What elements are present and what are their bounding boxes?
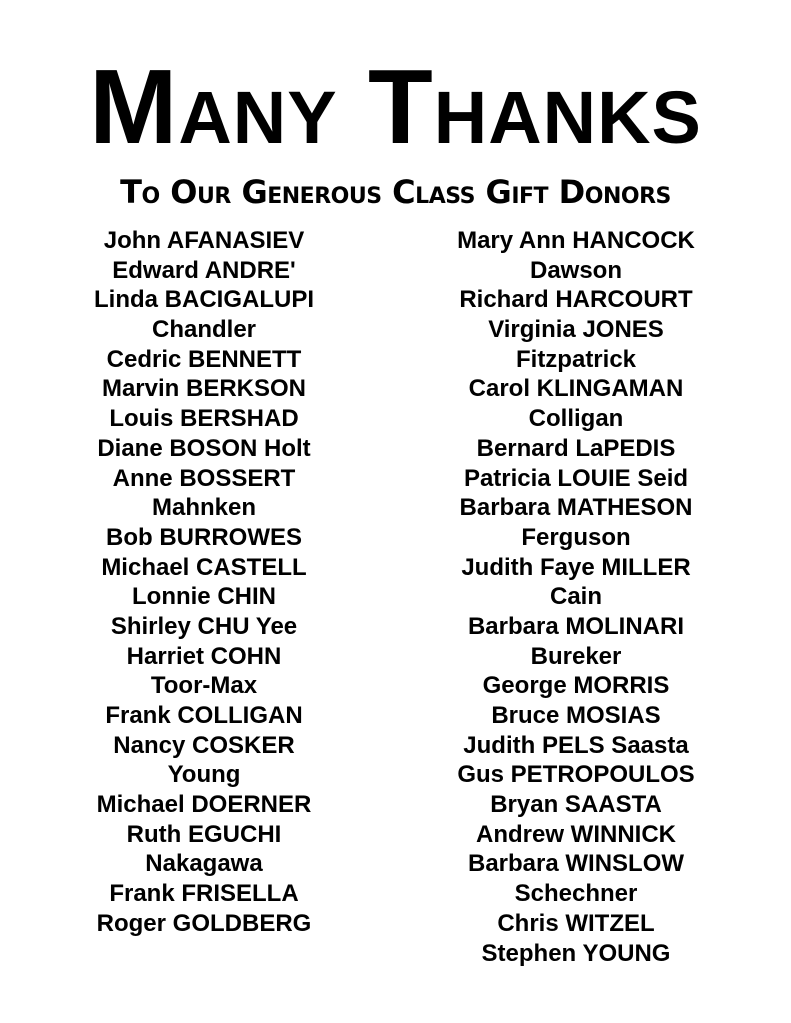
donor-name: Ferguson [521, 523, 631, 551]
donor-name: Dawson [529, 256, 622, 284]
donor-name: Barbara WINSLOW [467, 850, 685, 878]
donor-name: Judith Faye MILLER [461, 553, 691, 581]
donor-name: Marvin BERKSON [101, 375, 307, 403]
donor-list-left [68, 226, 340, 939]
donor-name: Harriet COHN [126, 642, 282, 670]
donor-name: Barbara MOLINARI [467, 612, 685, 640]
donor-name: Edward ANDRE' [112, 256, 296, 284]
donor-name: Nancy COSKER [113, 731, 295, 759]
donor-name: Patricia LOUIE Seid [463, 464, 689, 492]
donor-name: Cedric BENNETT [106, 345, 302, 373]
donor-name: Anne BOSSERT [112, 464, 296, 492]
donor-name: Ruth EGUCHI [126, 820, 282, 848]
page-subtitle: To Our Generous Class Gift Donors [120, 173, 671, 211]
donor-name: Shirley CHU Yee [110, 612, 298, 640]
donor-name: Lonnie CHIN [132, 583, 276, 611]
donor-name: George MORRIS [482, 672, 670, 700]
donor-name: Judith PELS Saasta [463, 731, 689, 759]
donor-name: Gus PETROPOULOS [457, 761, 695, 789]
donor-name: Stephen YOUNG [481, 939, 671, 967]
donor-name: Bernard LaPEDIS [476, 434, 676, 462]
donor-name: Bob BURROWES [106, 523, 302, 551]
donor-name: Roger GOLDBERG [96, 909, 312, 937]
donor-name: Linda BACIGALUPI [94, 286, 314, 314]
donor-name: Bruce MOSIAS [491, 702, 661, 729]
donor-list-right [440, 226, 712, 968]
donor-name: Fitzpatrick [515, 345, 637, 373]
donor-name: John AFANASIEV [103, 227, 305, 254]
donor-name: Frank FRISELLA [109, 880, 299, 908]
donor-name: Louis BERSHAD [109, 405, 299, 433]
donor-name: Barbara MATHESON [459, 494, 693, 522]
donor-name: Bureker [530, 642, 622, 670]
donor-name: Mahnken [151, 494, 256, 522]
donor-name: Chandler [151, 316, 256, 344]
donor-name: Carol KLINGAMAN [468, 375, 684, 403]
donor-name: Nakagawa [145, 850, 263, 878]
donor-name: Colligan [528, 405, 624, 433]
donor-name: Mary Ann HANCOCK [457, 227, 695, 254]
page-title: Many Thanks [89, 48, 702, 166]
donor-name: Andrew WINNICK [476, 820, 676, 848]
donor-name: Frank COLLIGAN [105, 702, 303, 729]
donor-name: Toor-Max [150, 672, 258, 700]
donor-name: Virginia JONES [488, 316, 664, 344]
donor-name: Young [167, 761, 241, 789]
donor-name: Chris WITZEL [497, 909, 655, 937]
donor-name: Diane BOSON Holt [97, 434, 311, 462]
donor-name: Bryan SAASTA [490, 791, 662, 819]
donor-name: Cain [549, 583, 602, 611]
donor-name: Michael CASTELL [101, 553, 307, 581]
donor-name: Richard HARCOURT [459, 286, 693, 314]
donor-name: Schechner [514, 880, 638, 908]
donor-name: Michael DOERNER [96, 791, 312, 819]
